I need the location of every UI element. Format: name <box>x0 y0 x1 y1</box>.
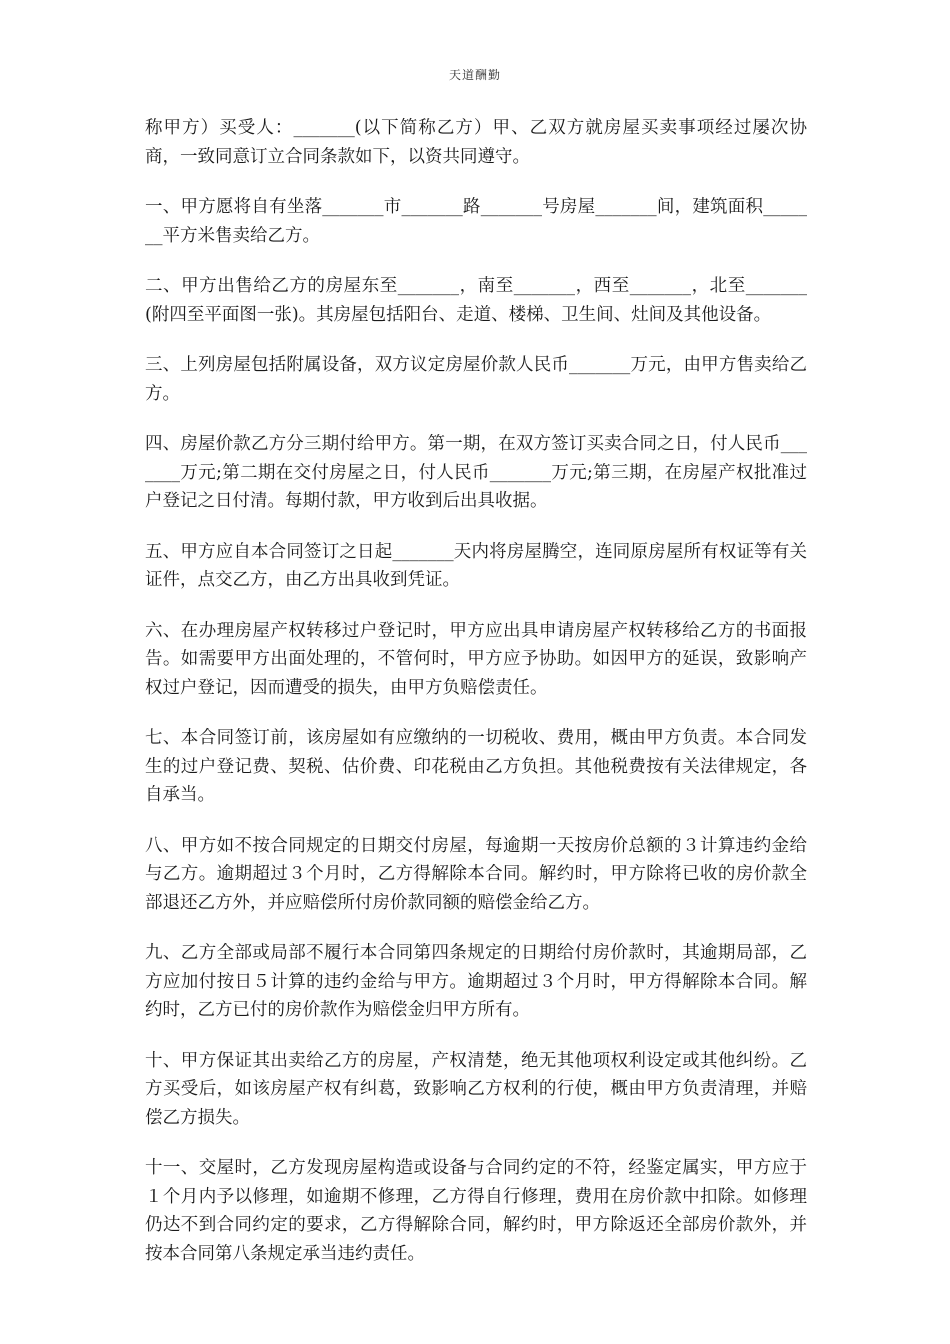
contract-clause-8: 八、甲方如不按合同规定的日期交付房屋，每逾期一天按房价总额的３计算违约金给与乙方。逾期超过３个月时，乙方得解除本合同。解约时，甲方除将已收的房价款全部退还乙方外，并应赔偿所付房价款同额的赔偿金给乙方。 <box>145 835 807 913</box>
contract-clause-6: 六、在办理房屋产权转移过户登记时，甲方应出具申请房屋产权转移给乙方的书面报告。如需要甲方出面处理的，不管何时，甲方应予协助。如因甲方的延误，致影响产权过户登记，因而遭受的损失，由甲方负赔偿责任。 <box>145 620 807 698</box>
contract-clause-9: 九、乙方全部或局部不履行本合同第四条规定的日期给付房价款时，其逾期局部，乙方应加付按日５计算的违约金给与甲方。逾期超过３个月时，甲方得解除本合同。解约时，乙方已付的房价款作为赔偿金归甲方所有。 <box>145 943 807 1020</box>
contract-paragraph-intro: 称甲方）买受人：_______(以下简称乙方）甲、乙双方就房屋买卖事项经过屡次协商，一致同意订立合同条款如下，以资共同遵守。 <box>145 118 807 167</box>
contract-clause-1: 一、甲方愿将自有坐落_______市_______路_______号房屋_______间，建筑面积_______平方米售卖给乙方。 <box>145 197 807 246</box>
contract-clause-3: 三、上列房屋包括附属设备，双方议定房屋价款人民币_______万元，由甲方售卖给乙方。 <box>145 355 807 404</box>
contract-clause-2: 二、甲方出售给乙方的房屋东至_______，南至_______，西至_______，北至_______(附四至平面图一张)。其房屋包括阳台、走道、楼梯、卫生间、灶间及其他设备。 <box>145 276 807 325</box>
contract-clause-4: 四、房屋价款乙方分三期付给甲方。第一期，在双方签订买卖合同之日，付人民币_______万元;第二期在交付房屋之日，付人民币_______万元;第三期，在房屋产权批准过户登记之日付清。每期付款，甲方收到后出具收据。 <box>145 434 807 511</box>
contract-clause-10: 十、甲方保证其出卖给乙方的房屋，产权清楚，绝无其他项权利设定或其他纠纷。乙方买受后，如该房屋产权有纠葛，致影响乙方权利的行使，概由甲方负责清理，并赔偿乙方损失。 <box>145 1050 807 1128</box>
contract-clause-5: 五、甲方应自本合同签订之日起_______天内将房屋腾空，连同原房屋所有权证等有关证件，点交乙方，由乙方出具收到凭证。 <box>145 541 807 590</box>
contract-body <box>145 114 807 1290</box>
contract-clause-7: 七、本合同签订前，该房屋如有应缴纳的一切税收、费用，概由甲方负责。本合同发生的过户登记费、契税、估价费、印花税由乙方负担。其他税费按有关法律规定，各自承当。 <box>145 728 807 805</box>
page-header: 天道酬勤 <box>448 68 501 82</box>
contract-clause-11: 十一、交屋时，乙方发现房屋构造或设备与合同约定的不符，经鉴定属实，甲方应于１个月内予以修理，如逾期不修理，乙方得自行修理，费用在房价款中扣除。如修理仍达不到合同约定的要求，乙方得解除合同，解约时，甲方除返还全部房价款外，并按本合同第八条规定承当违约责任。 <box>145 1158 807 1264</box>
